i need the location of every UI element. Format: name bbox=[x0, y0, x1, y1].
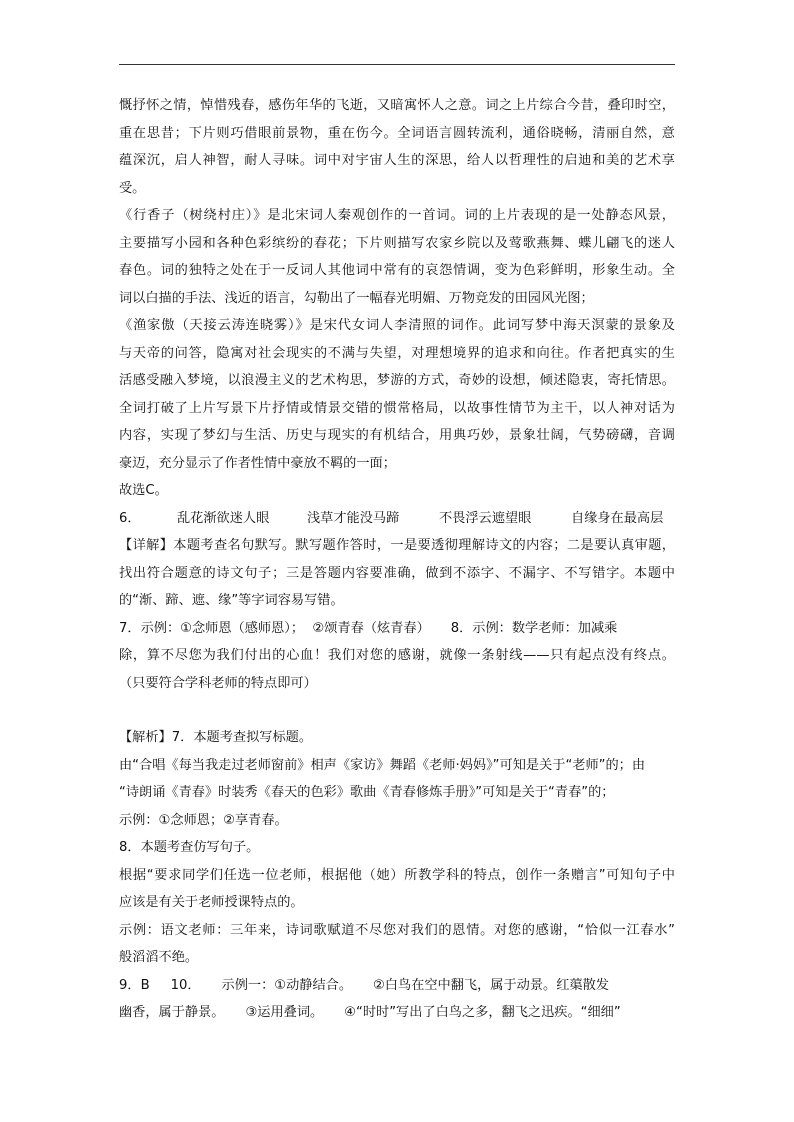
text-line: 应该是有关于老师授课特点的。 bbox=[119, 895, 304, 910]
text-line: 般滔滔不绝。 bbox=[119, 950, 199, 965]
text-line: 《渔家傲（天接云涛连晓雾）》是宋代女词人李清照的词作。此词写梦中海天溟蒙的景象及 bbox=[119, 318, 675, 333]
text-line: （只要符合学科老师的特点即可） bbox=[119, 675, 317, 691]
text-line: 重在思昔；下片则巧借眼前景物，重在伤今。全词语言圆转流利，通俗晓畅，清丽自然，意 bbox=[119, 125, 675, 141]
text-line: 【详解】本题考查名句默写。默写题作答时，一是要透彻理解诗文的内容；二是要认真审题， bbox=[119, 538, 675, 553]
answer-blank-2: 浅草才能没马蹄 bbox=[307, 510, 400, 526]
text-line: 7．示例：①念师恩（感师恩）； ②颂青春（炫青春） 8．示例：数学老师：加减乘 bbox=[119, 620, 618, 636]
text-line: 的“渐、蹄、遮、缘”等字词容易写错。 bbox=[119, 593, 344, 608]
text-line: 与天帝的问答，隐寓对社会现实的不满与失望，对理想境界的追求和向往。作者把真实的生 bbox=[119, 345, 675, 361]
text-line: 词以白描的手法、浅近的语言，勾勒出了一幅春光明媚、万物竞发的田园风光图； bbox=[119, 290, 594, 306]
text-line: 活感受融入梦境，以浪漫主义的艺术构思，梦游的方式，奇妙的设想，倾述隐衷，寄托情思。 bbox=[119, 373, 675, 388]
answer-blank-1: 乱花渐欲迷人眼 bbox=[177, 510, 270, 526]
text-line: 由“合唱《每当我走过老师窗前》相声《家访》舞蹈《老师·妈妈》”可知是关于“老师”的；由 bbox=[119, 757, 646, 773]
text-line: 根据“要求同学们任选一位老师，根据他（她）所教学科的特点，创作一条赠言”可知句子中 bbox=[119, 867, 675, 883]
text-line: 主要描写小园和各种色彩缤纷的春花；下片则描写农家乡院以及莺歌燕舞、蝶儿翩飞的迷人 bbox=[119, 235, 675, 251]
text-line: 《行香子（树绕村庄）》是北宋词人秦观创作的一首词。词的上片表现的是一处静态风景， bbox=[119, 208, 675, 223]
text-line: 除，算不尽您为我们付出的心血！我们对您的感谢，就像一条射线——只有起点没有终点。 bbox=[119, 648, 675, 663]
text-line: 内容，实现了梦幻与生活、历史与现实的有机结合，用典巧妙，景象壮阔，气势磅礴，音调 bbox=[119, 428, 675, 443]
answer-blank-3: 不畏浮云遮望眼 bbox=[439, 510, 532, 526]
text-line: 豪迈，充分显示了作者性情中豪放不羁的一面； bbox=[119, 455, 396, 471]
question-number: 6． bbox=[119, 510, 141, 526]
text-line: 慨抒怀之情，悼惜残春，感伤年华的飞逝，又暗寓怀人之意。词之上片综合今昔，叠印时空， bbox=[119, 98, 675, 113]
text-line: 受。 bbox=[119, 180, 146, 196]
text-line: 春色。词的独特之处在于一反词人其他词中常有的哀怨情调，变为色彩鲜明，形象生动。全 bbox=[119, 263, 675, 278]
answer-blank-4: 自缘身在最高层 bbox=[571, 510, 664, 526]
analysis-heading: 【解析】7．本题考查拟写标题。 bbox=[119, 730, 313, 745]
header-rule bbox=[119, 64, 675, 65]
document-body bbox=[119, 92, 675, 1027]
text-line: 蕴深沉，启人神智，耐人寻味。词中对宇宙人生的深思，给人以哲理性的启迪和美的艺术享 bbox=[119, 153, 675, 168]
text-line: 找出符合题意的诗文句子；三是答题内容要准确，做到不添字、不漏字、不写错字。本题中 bbox=[119, 565, 675, 581]
text-line: 幽香，属于静景。 ③运用叠词。 ④“时时”写出了白鸟之多，翻飞之迅疾。“细细” bbox=[119, 1005, 621, 1020]
answer-line: 故选C。 bbox=[119, 483, 168, 498]
text-line: 示例：语文老师：三年来，诗词歌赋道不尽您对我们的恩情。对您的感谢，“恰似一江春水” bbox=[119, 922, 675, 938]
blank-line bbox=[119, 697, 675, 724]
text-line: 9．B 10． 示例一：①动静结合。 ②白鸟在空中翻飞，属于动景。红蕖散发 bbox=[119, 977, 609, 993]
text-line: 8．本题考查仿写句子。 bbox=[119, 840, 260, 855]
text-line: “诗朗诵《青春》时装秀《春天的色彩》歌曲《青春修炼手册》”可知是关于“青春”的； bbox=[119, 785, 615, 800]
text-line: 全词打破了上片写景下片抒情或情景交错的惯常格局，以故事性情节为主干，以人神对话为 bbox=[119, 400, 675, 416]
question-6-answers bbox=[119, 505, 675, 533]
text-line: 示例：①念师恩；②享青春。 bbox=[119, 812, 288, 828]
